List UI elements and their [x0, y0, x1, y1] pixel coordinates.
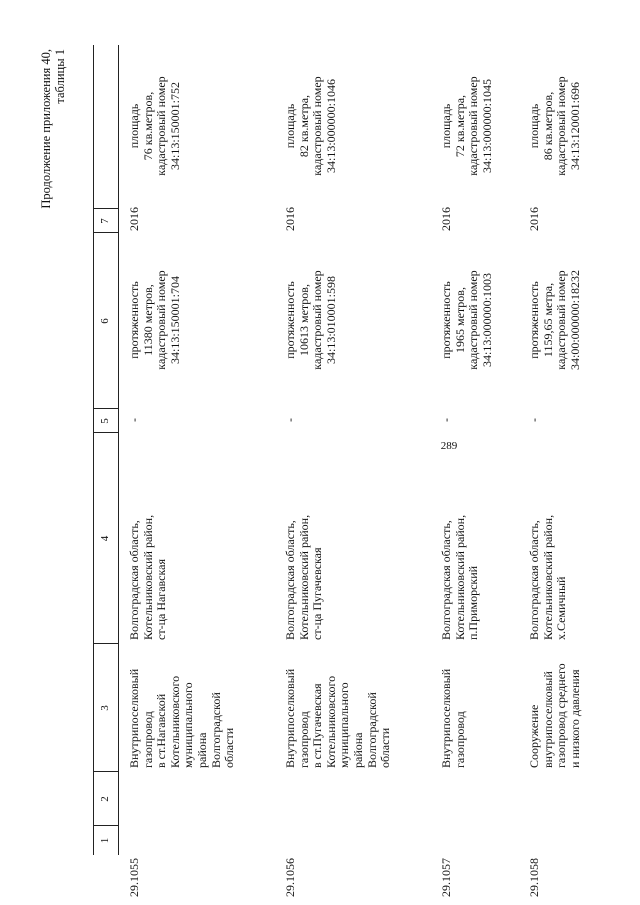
cell-line: х.Семичный — [554, 576, 569, 640]
row-number: 29.1058 — [527, 858, 541, 897]
column-number: 7 — [99, 218, 111, 224]
row-address-cell — [528, 435, 569, 640]
cell-line: Волгоградская область, — [527, 520, 541, 640]
cell-line: Волгоградской — [208, 692, 223, 768]
cell-line: кадастровый номер — [154, 76, 169, 176]
cell-line: Внутрипоселковый — [283, 668, 297, 768]
cell-line: кадастровый номер — [554, 270, 569, 370]
cell-line: района — [350, 732, 365, 768]
cell-line: Котельниковский район, — [452, 514, 467, 640]
cell-line: п.Приморский — [466, 565, 481, 640]
column-number: 2 — [99, 796, 111, 802]
cell-line: 1965 метров, — [452, 287, 467, 353]
cell-line: области — [222, 727, 237, 768]
row-col4-cell: - — [127, 418, 141, 422]
cell-line: 11380 метров, — [140, 284, 155, 356]
cell-line: площадь — [127, 103, 141, 149]
row-address-cell — [284, 435, 325, 640]
row-length-cell — [440, 235, 494, 405]
cell-line: и низкого давления — [567, 669, 582, 768]
cell-line: кадастровый номер — [154, 270, 169, 370]
cell-line: кадастровый номер — [466, 76, 481, 176]
column-number: 5 — [99, 418, 111, 424]
row-address-cell — [440, 435, 481, 640]
cell-line: площадь — [283, 103, 297, 149]
cell-line: газопровод — [452, 711, 467, 768]
cell-line: 82 кв.метра, — [296, 94, 311, 158]
row-area-cell — [528, 47, 582, 205]
cell-line: в ст.Нагавской — [154, 693, 169, 768]
cell-line: внутрипоселковый — [540, 671, 555, 768]
cell-line: района — [194, 732, 209, 768]
cell-line: Котельниковского — [167, 675, 182, 768]
cell-line: площадь — [439, 103, 453, 149]
cell-line: Котельниковского — [323, 675, 338, 768]
row-area-cell — [284, 47, 338, 205]
cell-line: газопровод — [140, 711, 155, 768]
cell-line: кадастровый номер — [554, 76, 569, 176]
row-number: 29.1056 — [283, 858, 297, 897]
cell-line: Котельниковский район, — [540, 514, 555, 640]
cell-line: кадастровый номер — [310, 76, 325, 176]
cell-line: площадь — [527, 103, 541, 149]
cell-line: в ст.Пугачевская — [310, 683, 325, 768]
page-number: 289 — [440, 440, 458, 452]
row-year-cell: 2016 — [527, 207, 541, 231]
row-name-cell — [284, 646, 393, 768]
cell-line: 34:13:000000:1046 — [323, 79, 338, 174]
column-number: 1 — [99, 837, 111, 844]
row-area-cell — [128, 47, 182, 205]
column-number: 6 — [99, 318, 111, 324]
cell-line: 1159,65 метра, — [540, 282, 555, 358]
row-year-cell: 2016 — [283, 207, 297, 231]
row-name-cell — [128, 646, 237, 768]
row-col4-cell: - — [439, 418, 453, 422]
cell-line: Волгоградской — [364, 692, 379, 768]
cell-line: 34:13:150001:752 — [167, 82, 182, 171]
row-name-cell — [528, 646, 582, 768]
row-col4-cell: - — [527, 418, 541, 422]
row-length-cell — [128, 235, 182, 405]
cell-line: 34:13:000000:1045 — [479, 79, 494, 174]
row-col4-cell: - — [283, 418, 297, 422]
cell-line: области — [378, 727, 393, 768]
cell-line: протяженность — [127, 281, 141, 359]
cell-line: 10613 метров, — [296, 284, 311, 356]
table-header-rule — [118, 45, 119, 855]
cell-line: ст-ца Нагавская — [154, 559, 169, 640]
cell-line: Внутрипоселковый — [439, 668, 453, 768]
cell-line: 34:00:000000:18232 — [567, 270, 582, 371]
row-area-cell — [440, 47, 494, 205]
cell-line: 72 кв.метра, — [452, 94, 467, 158]
cell-line: газопровод среднего — [554, 663, 569, 768]
cell-line: Котельниковский район, — [140, 514, 155, 640]
cell-line: 34:13:010001:598 — [323, 276, 338, 365]
row-length-cell — [284, 235, 338, 405]
cell-line: протяженность — [283, 281, 297, 359]
heading-line-2: таблицы 1 — [53, 49, 67, 104]
cell-line: 34:13:120001:696 — [567, 82, 582, 171]
row-number: 29.1057 — [439, 858, 453, 897]
cell-line: 76 кв.метров, — [140, 91, 155, 161]
cell-line: ст-ца Пугачевская — [310, 547, 325, 640]
row-number: 29.1055 — [127, 858, 141, 897]
column-number: 3 — [99, 705, 111, 711]
row-year-cell: 2016 — [439, 207, 453, 231]
row-address-cell — [128, 435, 169, 640]
cell-line: Волгоградская область, — [439, 520, 453, 640]
heading-line-1: Продолжение приложения 40, — [39, 49, 53, 209]
cell-line: Волгоградская область, — [127, 520, 141, 640]
cell-line: 34:13:000000:1003 — [479, 273, 494, 368]
column-number: 4 — [99, 535, 111, 542]
row-year-cell: 2016 — [127, 207, 141, 231]
cell-line: газопровод — [296, 711, 311, 768]
row-length-cell — [528, 235, 582, 405]
cell-line: 34:13:150001:704 — [167, 276, 182, 365]
cell-line: кадастровый номер — [466, 270, 481, 370]
cell-line: Внутрипоселковый — [127, 668, 141, 768]
cell-line: Сооружение — [527, 704, 541, 768]
table-top-rule — [93, 45, 94, 855]
cell-line: протяженность — [527, 281, 541, 359]
row-name-cell — [440, 646, 467, 768]
cell-line: протяженность — [439, 281, 453, 359]
cell-line: Волгоградская область, — [283, 520, 297, 640]
cell-line: 86 кв.метров, — [540, 91, 555, 161]
cell-line: Котельниковский район, — [296, 514, 311, 640]
cell-line: кадастровый номер — [310, 270, 325, 370]
cell-line: муниципального — [181, 682, 196, 768]
cell-line: муниципального — [337, 682, 352, 768]
